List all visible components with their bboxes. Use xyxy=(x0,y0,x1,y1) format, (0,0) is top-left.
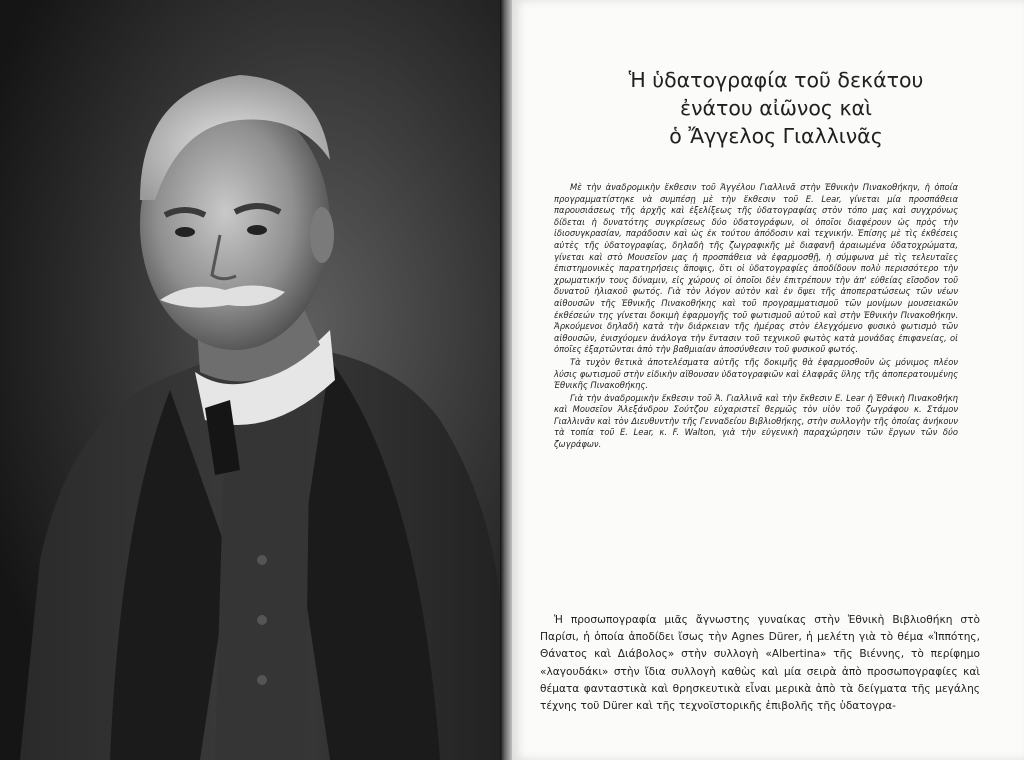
portrait-photograph xyxy=(0,0,504,760)
title-line-1: Ἡ ὑδατογραφία τοῦ δεκάτου xyxy=(628,68,924,92)
intro-paragraph-2: Τὰ τυχὸν θετικὰ ἀποτελέσματα αὐτῆς τῆς δοκιμῆς θὰ ἐφαρμοσθοῦν ὡς μόνιμος πλέον λύσις φωτισμοῦ στὴν εἰδικὴν αἴθουσαν ὑδατογραφιῶν καὶ ἐλαφρᾶς ὕλης τῆς ἀποπερατουμένης Ἐθνικῆς Πινακοθήκης. xyxy=(554,356,958,391)
title-line-2: ἐνάτου αἰῶνος καὶ xyxy=(680,96,872,120)
intro-text-block xyxy=(554,182,958,451)
title-line-3: ὁ Ἄγγελος Γιαλλινᾶς xyxy=(669,124,883,148)
body-paragraph: Ἡ προσωπογραφία μιᾶς ἄγνωστης γυναίκας στὴν Ἐθνικὴ Βιβλιοθήκη στὸ Παρίσι, ἡ ὁποία ἀποδίδει ἴσως τὴν Agnes Dürer, ἡ μελέτη γιὰ τὸ θέμα «Ἱππότης, Θάνατος καὶ Διάβολος» στὴν συλλογὴ «Albertina» τῆς Βιέννης, τὸ περίφημο «λαγουδάκι» στὴν ἴδια συλλογὴ καθὼς καὶ μία σειρὰ ἀπὸ προσωπογραφίες καὶ θέματα φανταστικὰ καὶ θρησκευτικὰ εἶναι μερικὰ ἀπὸ τὰ δείγματα τῆς μεγάλης τέχνης τοῦ Dürer καὶ τῆς τεχνοϊστορικῆς ἐπιβολῆς τῆς ὑδατογρα- xyxy=(540,614,980,713)
right-page-text xyxy=(512,0,1024,760)
left-page-photograph xyxy=(0,0,504,760)
intro-paragraph-1: Μὲ τὴν ἀναδρομικὴν ἔκθεσιν τοῦ Ἀγγέλου Γιαλλινᾶ στὴν Ἐθνικὴν Πινακοθήκην, ἡ ὁποία προγραμματίστηκε νὰ συμπέσῃ μὲ τὴν ἔκθεσιν τοῦ E. Lear, γίνεται μία προσπάθεια παρουσιάσεως τῆς ἀρχῆς καὶ ἐξελίξεως τῆς ὑδατογραφίας στὸν τόπο μας καὶ συγχρόνως δίδεται ἡ δυνατότης συγκρίσεως δύο ὑδατογράφων, οἱ ὁποῖοι διαφέρουν ὡς πρὸς τὴν ἰδιοσυγκρασίαν, παράδοσιν καὶ ὡς ἐκ τούτου ἀπόδοσιν καὶ τεχνικήν. Ἐπίσης μὲ τὶς ἐκθέσεις αὐτὲς τῆς ὑδατογραφίας, δηλαδὴ τῆς ζωγραφικῆς μὲ διαφανῆ ἀραιωμένα ὑδατοχρώματα, γίνεται καὶ στὸ Μουσεῖον μας ἡ προσπάθεια νὰ ἐφαρμοσθῇ, ἡ σύμφωνα μὲ τὶς τελευταῖες ἐπιστημονικὲς παρατηρήσεις ἄποψις, ὅτι οἱ ὑδατογραφίες ἀποδίδουν πολὺ περισσότερο τὴν χρωματικήν τους δύναμιν, εἰς χώρους οἱ ὁποῖοι δὲν ἐπιτρέπουν τὴν ἀπ' εὐθείας εἴσοδον τοῦ δυνατοῦ ἡλιακοῦ φωτός. Γιὰ τὸν λόγον αὐτὸν καὶ ἐν ὄψει τῆς ἀποπερατώσεως τῶν νέων αἰθουσῶν τῆς Ἐθνικῆς Πινακοθήκης καὶ τοῦ προγραμματισμοῦ τῶν μονίμων μουσειακῶν ἐκθέσεών της γίνεται δοκιμὴ ἐφαρμογῆς τοῦ φωτισμοῦ αὐτοῦ καὶ στὴν Ἐθνικὴν Πινακοθήκην. Ἀρκούμενοι δηλαδὴ κατὰ τὴν διάρκειαν τῆς ἡμέρας στὸν ἐλεγχόμενο φυσικὸ φωτισμὸ τῶν αἰθουσῶν, ἐνισχύομεν ἀνάλογα τὴν ἔντασιν τοῦ τεχνικοῦ φωτὸς κατὰ μονάδας ἐπιφανείας, οἱ ὁποῖες ἐξαρτῶνται ἀπὸ τὴν βαθμιαίαν ἀποσύνθεσιν τοῦ φυσικοῦ φωτός. xyxy=(554,182,958,355)
intro-paragraph-3: Γιὰ τὴν ἀναδρομικὴν ἔκθεσιν τοῦ Ἀ. Γιαλλινᾶ καὶ τὴν ἔκθεσιν E. Lear ἡ Ἐθνικὴ Πινακοθήκη καὶ Μουσεῖον Ἀλεξάνδρου Σούτζου εὐχαριστεῖ θερμῶς τὸν υἱὸν τοῦ ζωγράφου κ. Στάμον Γιαλλινᾶν καὶ τὸν Διευθυντὴν τῆς Γενναδείου Βιβλιοθήκης, στὴν συλλογὴν τῆς ὁποίας ἀνήκουν τὰ τοπία τοῦ E. Lear, κ. F. Walton, γιὰ τὴν εὐγενικὴ παραχώρησιν τῶν ἔργων τῶν δύο ζωγράφων. xyxy=(554,392,958,450)
page-title xyxy=(536,66,1016,150)
